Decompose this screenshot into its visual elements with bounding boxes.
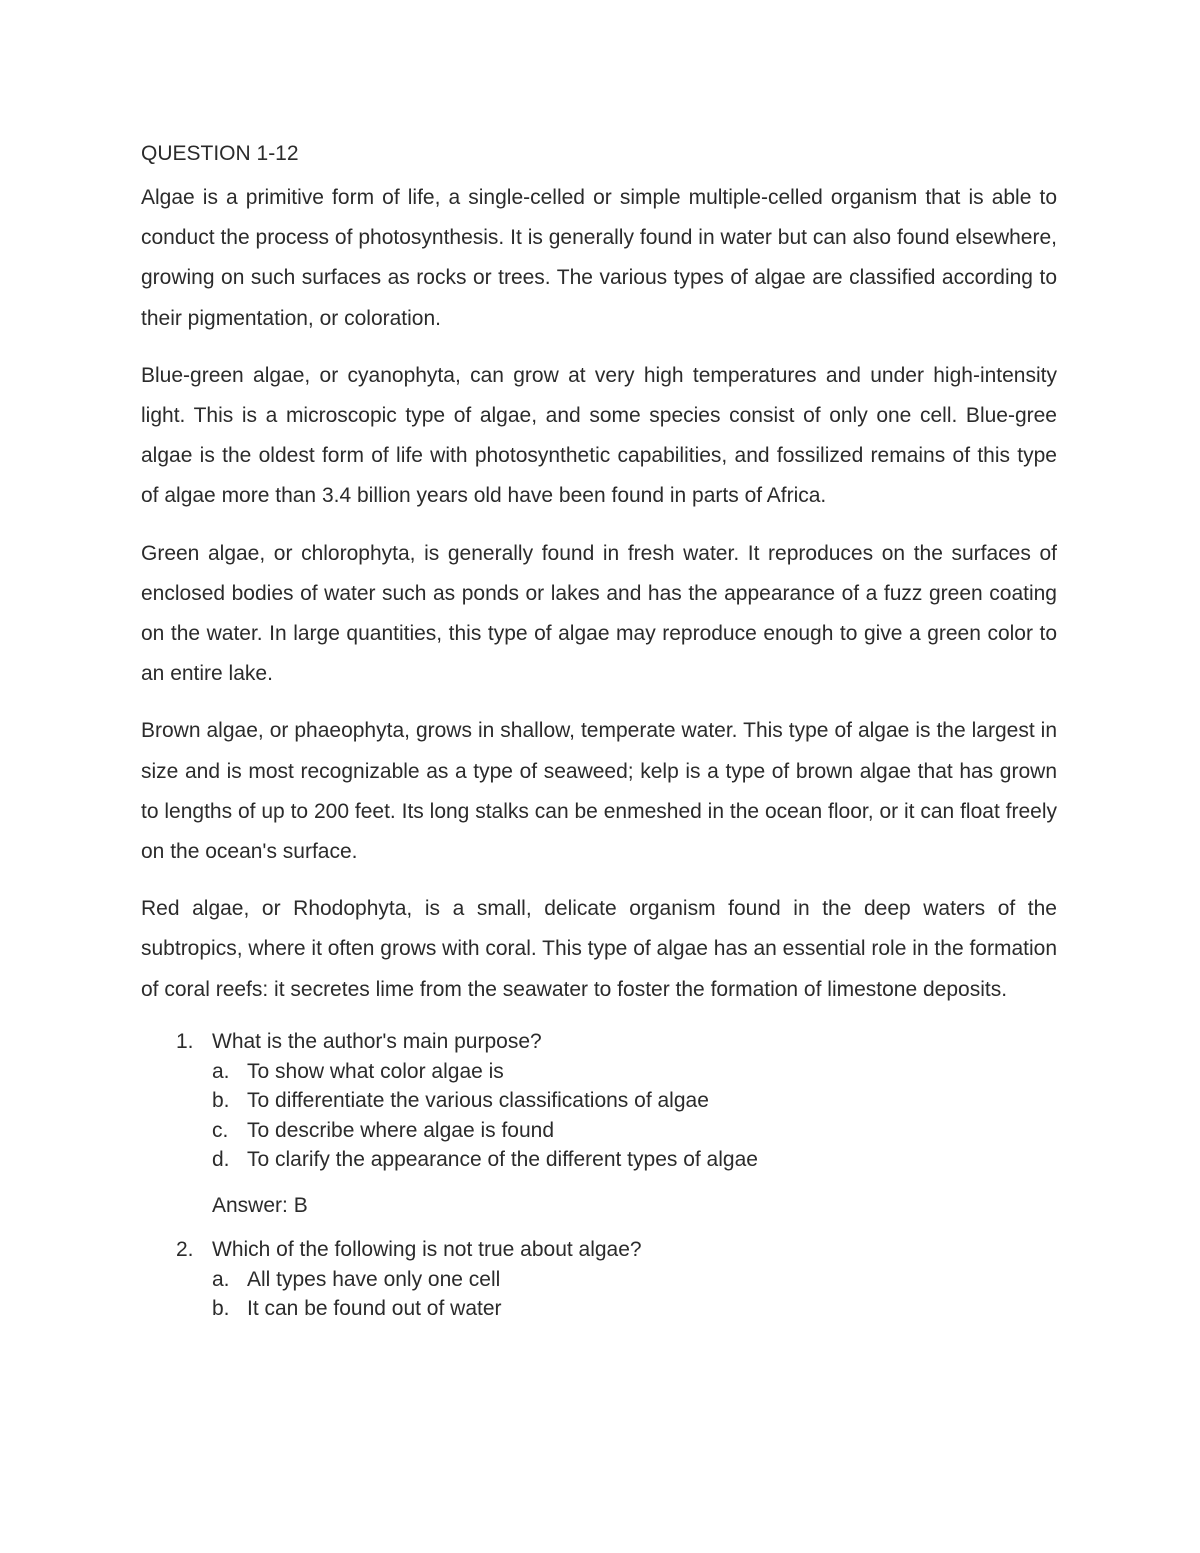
option-letter: b. — [212, 1089, 230, 1113]
paragraph-red-algae: Red algae, or Rhodophyta, is a small, delicate organism found in the deep waters of the subtropics, where it often grows with coral. This type of algae has an essential role in the formation of coral reefs: it secretes lime from the seawater to foster the formation of limestone deposits. — [141, 897, 1057, 1001]
paragraph-green-algae: Green algae, or chlorophyta, is generally found in fresh water. It reproduces on the surfaces of enclosed bodies of water such as ponds or lakes and has the appearance of a fuzz green coating on the water. In large quantities, this type of algae may reproduce enough to give a green color to an entire lake. — [141, 541, 1057, 686]
question-number: 1. — [176, 1029, 194, 1053]
option-letter: a. — [212, 1059, 230, 1083]
option-letter: c. — [212, 1118, 229, 1142]
option-text: It can be found out of water — [247, 1297, 502, 1321]
paragraph-blue-green-algae: Blue-green algae, or cyanophyta, can grow at very high temperatures and under high-intensity light. This is a microscopic type of algae, and some species consist of only one cell. Blue-gree algae is the oldest form of life with photosynthetic capabilities, and fossilized remains of this type of algae more than 3.4 billion years old have been found in parts of Africa. — [141, 363, 1057, 508]
option-list — [212, 1057, 1057, 1175]
option-text: To describe where algae is found — [247, 1118, 555, 1142]
option-a — [212, 1057, 1057, 1087]
question-1 — [141, 1027, 1057, 1221]
option-d — [212, 1145, 1057, 1175]
option-list — [212, 1265, 1057, 1324]
question-text: What is the author's main purpose? — [212, 1029, 542, 1053]
page-title: QUESTION 1-12 — [141, 142, 299, 165]
option-text: To clarify the appearance of the different types of algae — [247, 1148, 758, 1172]
option-text: All types have only one cell — [247, 1267, 501, 1291]
option-letter: b. — [212, 1297, 230, 1321]
document-content — [141, 138, 1057, 1338]
question-2 — [141, 1235, 1057, 1324]
answer-text: Answer: B — [212, 1193, 308, 1217]
question-list — [141, 1027, 1057, 1324]
option-letter: a. — [212, 1267, 230, 1291]
question-number: 2. — [176, 1237, 194, 1261]
question-text: Which of the following is not true about algae? — [212, 1237, 642, 1261]
option-b — [212, 1086, 1057, 1116]
paragraph-brown-algae: Brown algae, or phaeophyta, grows in shallow, temperate water. This type of algae is the largest in size and is most recognizable as a type of seaweed; kelp is a type of brown algae that has grown to lengths of up to 200 feet. Its long stalks can be enmeshed in the ocean floor, or it can float freely on the ocean's surface. — [141, 719, 1057, 864]
option-text: To differentiate the various classifications of algae — [247, 1089, 709, 1113]
option-b — [212, 1294, 1057, 1324]
paragraph-intro: Algae is a primitive form of life, a single-celled or simple multiple-celled organism that is able to conduct the process of photosynthesis. It is generally found in water but can also found elsewhere, growing on such surfaces as rocks or trees. The various types of algae are classified according to their pigmentation, or coloration. — [141, 186, 1057, 330]
option-a — [212, 1265, 1057, 1295]
option-letter: d. — [212, 1148, 230, 1172]
option-c — [212, 1116, 1057, 1146]
option-text: To show what color algae is — [247, 1059, 504, 1083]
